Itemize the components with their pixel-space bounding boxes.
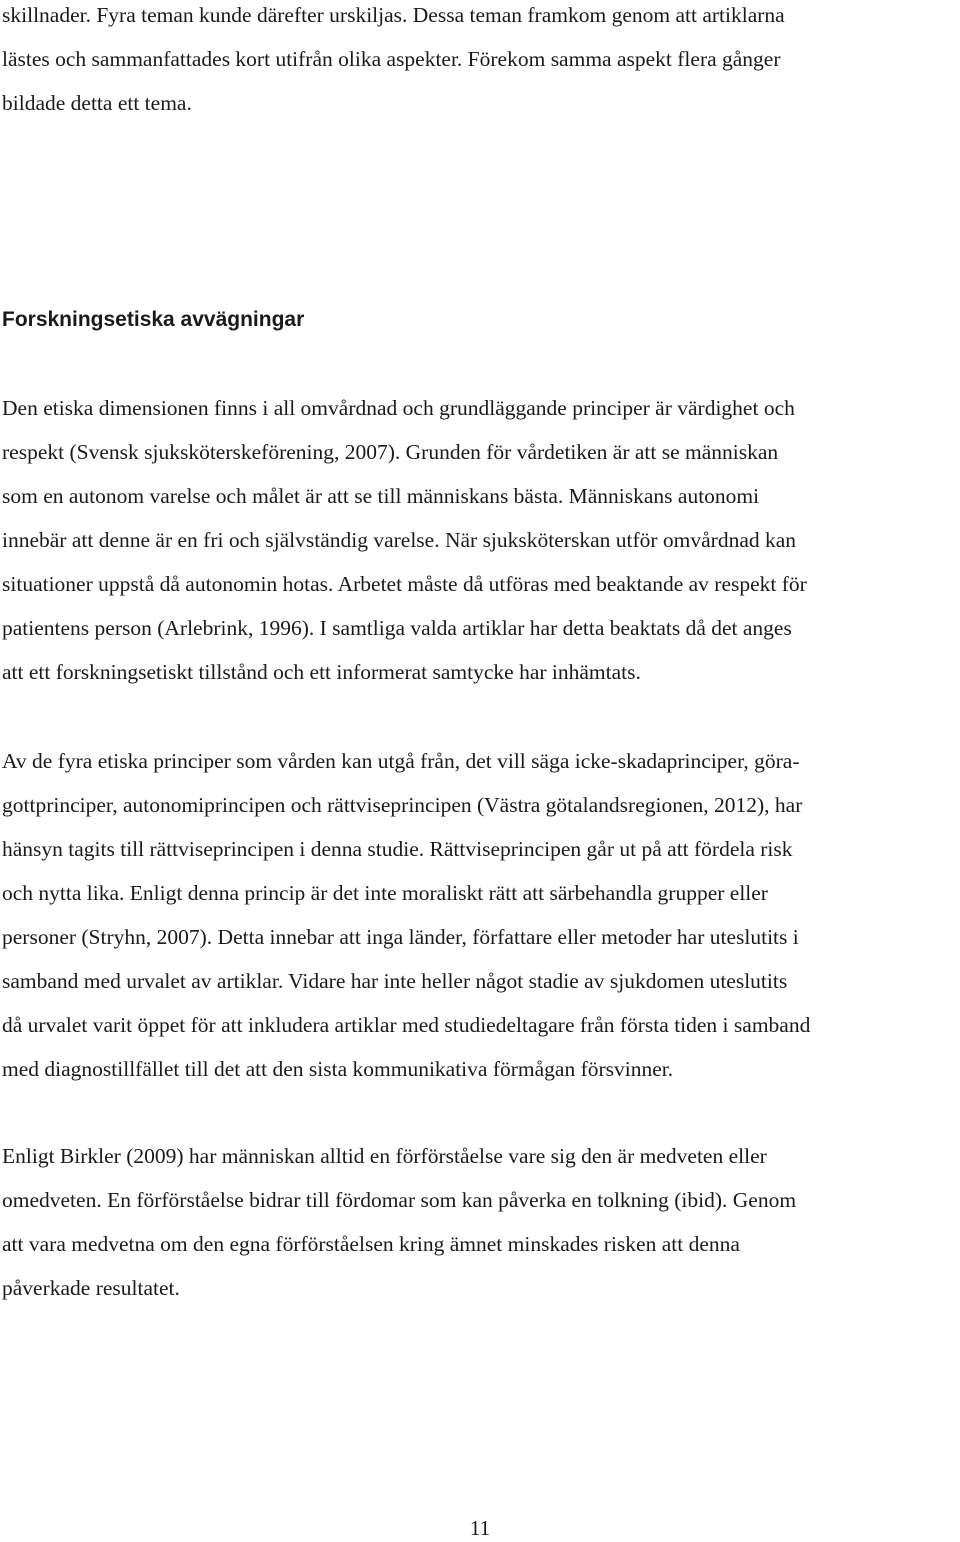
text-line: då urvalet varit öppet för att inkludera artiklar med studiedeltagare från första tiden i samband <box>2 1013 811 1037</box>
section-heading: Forskningsetiska avvägningar <box>2 308 305 331</box>
text-line: att ett forskningsetiskt tillstånd och ett informerat samtycke har inhämtats. <box>2 660 641 684</box>
text-line: gottprinciper, autonomiprincipen och rättviseprincipen (Västra götalandsregionen, 2012), har <box>2 793 803 817</box>
text-line: Av de fyra etiska principer som vården kan utgå från, det vill säga icke-skadaprinciper, göra- <box>2 749 800 773</box>
text-line: med diagnostillfället till det att den sista kommunikativa förmågan försvinner. <box>2 1057 674 1081</box>
text-line: situationer uppstå då autonomin hotas. Arbetet måste då utföras med beaktande av respekt för <box>2 572 807 596</box>
text-line: bildade detta ett tema. <box>2 91 192 115</box>
text-line: lästes och sammanfattades kort utifrån olika aspekter. Förekom samma aspekt flera gånger <box>2 47 781 71</box>
text-line: som en autonom varelse och målet är att se till människans bästa. Människans autonomi <box>2 484 760 508</box>
principles-paragraph <box>2 739 960 1091</box>
page-number: 11 <box>469 1516 491 1540</box>
text-line: innebär att denne är en fri och självständig varelse. När sjuksköterskan utför omvårdnad kan <box>2 528 797 552</box>
text-line: och nytta lika. Enligt denna princip är det inte moraliskt rätt att särbehandla grupper eller <box>2 881 768 905</box>
text-line: skillnader. Fyra teman kunde därefter urskiljas. Dessa teman framkom genom att artiklarna <box>2 3 785 27</box>
ethics-paragraph <box>2 386 960 694</box>
text-line: att vara medvetna om den egna förförståelsen kring ämnet minskades risken att denna <box>2 1232 740 1256</box>
text-line: påverkade resultatet. <box>2 1276 180 1300</box>
text-line: Den etiska dimensionen finns i all omvårdnad och grundläggande principer är värdighet och <box>2 396 795 420</box>
text-line: omedveten. En förförståelse bidrar till fördomar som kan påverka en tolkning (ibid). Genom <box>2 1188 797 1212</box>
preunderstanding-paragraph <box>2 1134 960 1310</box>
text-line: samband med urvalet av artiklar. Vidare har inte heller något stadie av sjukdomen uteslutits <box>2 969 788 993</box>
text-line: Enligt Birkler (2009) har människan alltid en förförståelse vare sig den är medveten eller <box>2 1144 767 1168</box>
intro-paragraph <box>2 0 960 125</box>
text-line: patientens person (Arlebrink, 1996). I samtliga valda artiklar har detta beaktats då det anges <box>2 616 792 640</box>
text-line: respekt (Svensk sjuksköterskeförening, 2007). Grunden för vårdetiken är att se människan <box>2 440 779 464</box>
text-line: personer (Stryhn, 2007). Detta innebar att inga länder, författare eller metoder har uteslutits i <box>2 925 799 949</box>
text-line: hänsyn tagits till rättviseprincipen i denna studie. Rättviseprincipen går ut på att fördela risk <box>2 837 793 861</box>
